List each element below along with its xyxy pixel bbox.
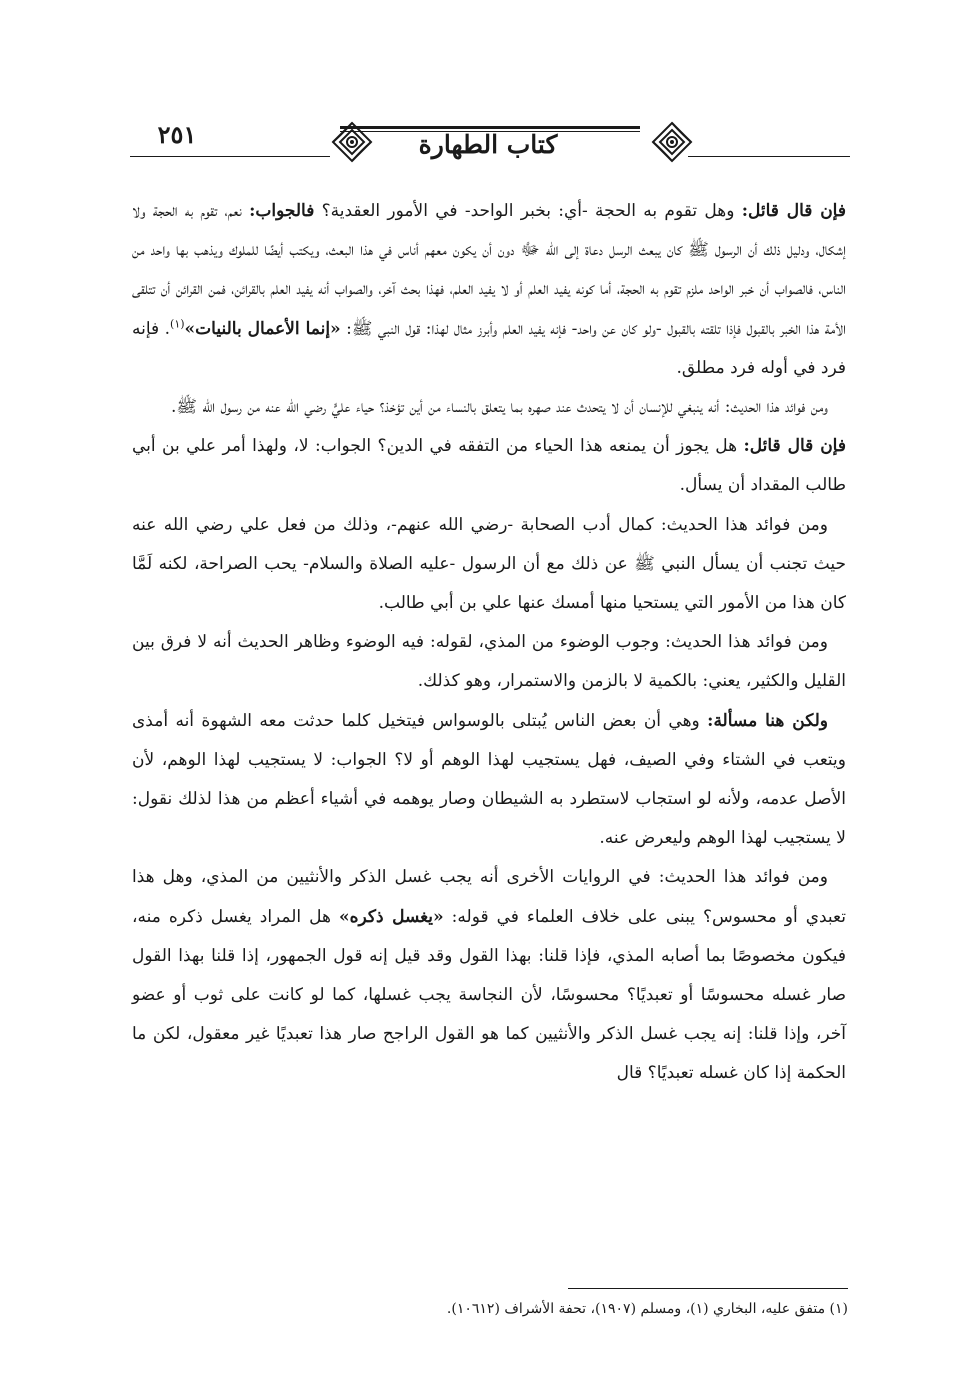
paragraph: ومن فوائد هذا الحديث: أنه ينبغي للإنسان أن لا يتحدث عند صهره بما يتعلق بالنساء من أين تؤخذ؟ حياء عليٍّ رضي الله عنه من رسول الله ﷺ. [171,397,828,418]
issue-lead: ولكن هنا مسألة: [707,710,829,731]
text-run: وهي أن بعض الناس يُبتلى بالوسواس فيتخيل كلما حدثت معه الشهوة أنه أمذى ويتعب في الشتاء وفي الصيف، فهل يستجيب لهذا الوهم أو لا؟ الجواب: لا يستجيب لهذا الوهم، لأن الأصل عدمه، ولأنه لو استجاب لاستطرد به الشيطان وصار يوهمه في أشياء أعظم من هذا لذلك نقول: لا يستجيب لهذا الوهم وليعرض عنه. [132,710,846,849]
chapter-title: كتاب الطهارة [418,130,558,159]
footnote: (١) متفق عليه، البخاري (١)، ومسلم (١٩٠٧)، تحفة الأشراف (١٠٦١٢). [446,1301,848,1317]
text-run: ومن فوائد هذا الحديث: في الروايات الأخرى أنه يجب غسل الذكر والأنثيين من المذي، وهل هذا تعبدي أو محسوس؟ يبنى على خلاف العلماء في قوله: [132,867,846,927]
running-header [130,118,850,180]
header-top-rule [340,126,640,129]
footnote-marker[interactable]: (١) [170,316,185,330]
question-lead: فإن قال قائل: [741,201,846,221]
text-run: . فإنه فرد في أوله فرد مطلق. [132,318,846,378]
ornament-icon [650,120,694,164]
paragraph: ومن فوائد هذا الحديث: كمال أدب الصحابة -رضي الله عنهم-، وذلك من فعل علي رضي الله عنه حيث تجنب أن يسأل النبي ﷺ عن ذلك مع أن الرسول -عليه الصلاة والسلام- يحب الصراحة، لكنه لَمَّا كان هذا من الأمور التي يستحيا منها أمسك عنها علي بن أبي طالب. [132,514,846,614]
text-run: هل المراد يغسل ذكره منه، فيكون مخصوصًا بما أصابه المذي، فإذا قلنا: بهذا القول وقد قيل إنه قول الجمهور، إذا قلنا بهذا القول صار غسله محسوسًا أو تعبديًا؟ محسوسًا، لأن النجاسة يجب غسلها، كما لو كانت على ثوب أو عضو آخر، وإذا قلنا: إنه يجب غسل الذكر والأنثيين كما هو القول الراجح صار هذا تعبديًا غير معقول، لكن ما الحكمة إذا كان غسله تعبديًا؟ قال [132,906,846,1084]
header-right-rule [688,156,850,157]
text-run: وهل تقوم به الحجة -أي: بخبر الواحد- في الأمور العقدية؟ [314,201,742,221]
paragraph [132,427,846,505]
header-left-rule [130,156,330,157]
hadith-quote: «يغسل ذكره» [338,906,444,927]
paragraph [132,192,846,388]
paragraph: ومن فوائد هذا الحديث: وجوب الوضوء من المذي، لقوله: فيه الوضوء وظاهر الحديث أنه لا فرق بين القليل والكثير، يعني: بالكمية لا بالزمن والاستمرار، وهو كذلك. [132,632,846,692]
paragraph [132,858,846,1093]
page-number: ٢٥١ [157,120,197,149]
main-text [132,192,846,1094]
footnote-rule [568,1288,848,1289]
question-lead: فإن قال قائل: [743,436,846,457]
answer-lead: فالجواب: [249,201,315,221]
text-run: هل يجوز أن يمنعه هذا الحياء من التفقه في الدين؟ الجواب: لا، ولهذا أمر علي بن أبي طالب المقداد أن يسأل. [132,436,846,496]
text-run: نعم، تقوم به الحجة ولا إشكال، ودليل ذلك أن الرسول ﷺ كان يبعث الرسل دعاة إلى الله ﷻ دون أن يكون معهم أناس في هذا البعث، ويكتب أيضًا للملوك ويذهب بها واحد من الناس، فالصواب أن خبر الواحد ملزم تقوم به الحجة، أما كونه يفيد العلم أو لا يفيد العلم، فهذا بحث آخر، والصواب أنه يفيد العلم بالقرائن، فمن القرائن أن تتلقى الأمة هذا الخبر بالقبول فإذا تلقته بالقبول -ولو كان عن واحد- فإنه يفيد العلم وأبرز مثال لهذا: قول النبي ﷺ: [132,201,846,339]
hadith-quote: «إنما الأعمال بالنيات» [184,318,341,339]
paragraph [132,702,846,859]
